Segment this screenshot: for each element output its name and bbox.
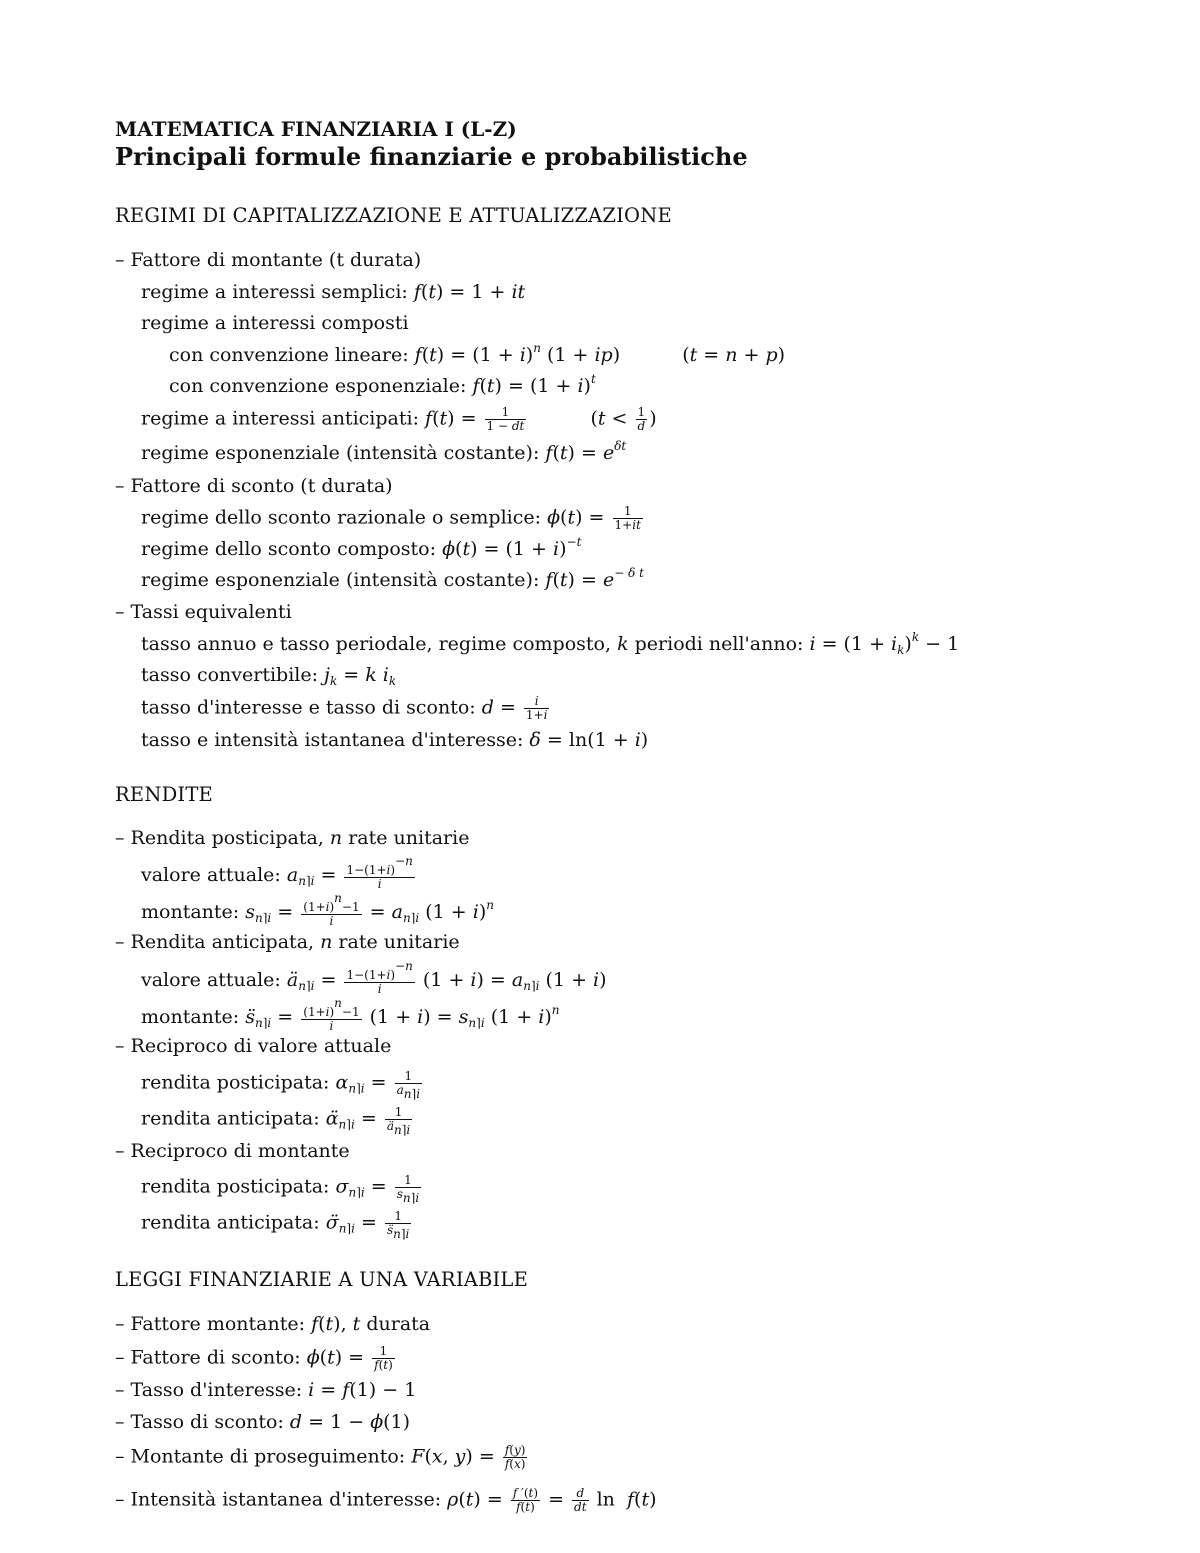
list-item: regime a interessi anticipati: f(t) = $\frac{1}{1 - dt}$ (t < $\frac{1}{d}$ ) xyxy=(141,405,657,433)
list-item: tasso annuo e tasso periodale, regime composto, k periodi nell'anno: $i = (1 + i_k)^k - 1$ xyxy=(141,630,960,657)
list-item: – Rendita posticipata, n rate unitarie xyxy=(115,827,470,849)
list-item: regime dello sconto composto: $\phi(t) = (1 + i)^{-t}$ xyxy=(141,535,582,560)
list-item: rendita anticipata: $\alphä_{n⌉i}$ = $\frac{1}{ä_{n⌉i}}$ xyxy=(141,1105,411,1137)
list-item: tasso e intensità istantanea d'interesse: δ = ln(1 + i) xyxy=(141,729,649,751)
list-item: – Reciproco di montante xyxy=(115,1140,350,1162)
list-item: – Fattore di sconto: ϕ(t) = $\frac{1}{f(t)}$ xyxy=(115,1344,393,1372)
list-item: con convenzione lineare: $f(t) = (1 + i)^n$ (1 + ip) (t = n + p) xyxy=(169,341,786,366)
list-item: valore attuale: $ä_{n⌉i}$ = $\frac{1-(1+i)^{-n}}{i}$ $(1 + i) = a_{n⌉i}$ (1 + i) xyxy=(141,959,607,996)
section-heading-rendite: RENDITE xyxy=(115,783,213,806)
list-item: – Fattore montante: f(t), t durata xyxy=(115,1313,431,1335)
list-item: tasso convertibile: $j_k = k$ $i_k$ xyxy=(141,664,397,688)
list-item: montante: $s̈_{n⌉i}$ = $\frac{(1+i)^n-1}{i}$ $(1 + i) = s_{n⌉i}$ $(1 + i)^n$ xyxy=(141,996,560,1033)
list-item: – Fattore di montante (t durata) xyxy=(115,249,422,271)
list-item: regime esponenziale (intensità costante): $f(t) = e^{\delta t}$ xyxy=(141,439,627,464)
page-subtitle: Principali formule finanziarie e probabilistiche xyxy=(115,142,748,171)
list-item: rendita posticipata: $\sigma_{n⌉i}$ = $\frac{1}{s_{n⌉i}}$ xyxy=(141,1173,420,1205)
section-heading-leggi: LEGGI FINANZIARIE A UNA VARIABILE xyxy=(115,1268,529,1291)
list-item: – Tasso di sconto: d = 1 − ϕ(1) xyxy=(115,1411,411,1433)
list-item: montante: $s_{n⌉i}$ = $\frac{(1+i)^n-1}{i}$ = $a_{n⌉i}$ $(1 + i)^n$ xyxy=(141,891,494,928)
list-item: – Tassi equivalenti xyxy=(115,601,292,623)
course-title: MATEMATICA FINANZIARIA I (L-Z) xyxy=(115,117,517,141)
list-item: regime a interessi semplici: f(t) = 1 + it xyxy=(141,281,526,303)
section-heading-regimi: REGIMI DI CAPITALIZZAZIONE E ATTUALIZZAZIONE xyxy=(115,204,672,227)
list-item: – Reciproco di valore attuale xyxy=(115,1035,392,1057)
list-item: con convenzione esponenziale: $f(t) = (1 + i)^t$ xyxy=(169,372,596,397)
list-item: regime a interessi composti xyxy=(141,312,409,334)
list-item: regime esponenziale (intensità costante): $f(t) = e^{- \delta t}$ xyxy=(141,566,644,591)
list-item: rendita posticipata: $\alpha_{n⌉i}$ = $\frac{1}{a_{n⌉i}}$ xyxy=(141,1069,421,1101)
list-item: tasso d'interesse e tasso di sconto: d = $\frac{i}{1+i}$ xyxy=(141,694,548,722)
list-item: rendita anticipata: $\sigmä_{n⌉i}$ = $\frac{1}{s̈_{n⌉i}}$ xyxy=(141,1209,410,1241)
list-item: – Tasso d'interesse: i = f(1) − 1 xyxy=(115,1379,417,1401)
list-item: – Fattore di sconto (t durata) xyxy=(115,475,393,497)
list-item: regime dello sconto razionale o semplice: ϕ(t) = $\frac{1}{1+it}$ xyxy=(141,504,641,532)
list-item: valore attuale: $a_{n⌉i}$ = $\frac{1-(1+i)^{-n}}{i}$ xyxy=(141,854,413,891)
list-item: – Rendita anticipata, n rate unitarie xyxy=(115,931,460,953)
list-item: – Intensità istantanea d'interesse: ρ(t) = $\frac{f '(t)}{f(t)}$ = $\frac{d}{dt}$ ln f(t) xyxy=(115,1486,657,1514)
list-item: – Montante di proseguimento: F(x, y) = $\frac{f(y)}{f(x)}$ xyxy=(115,1443,526,1471)
